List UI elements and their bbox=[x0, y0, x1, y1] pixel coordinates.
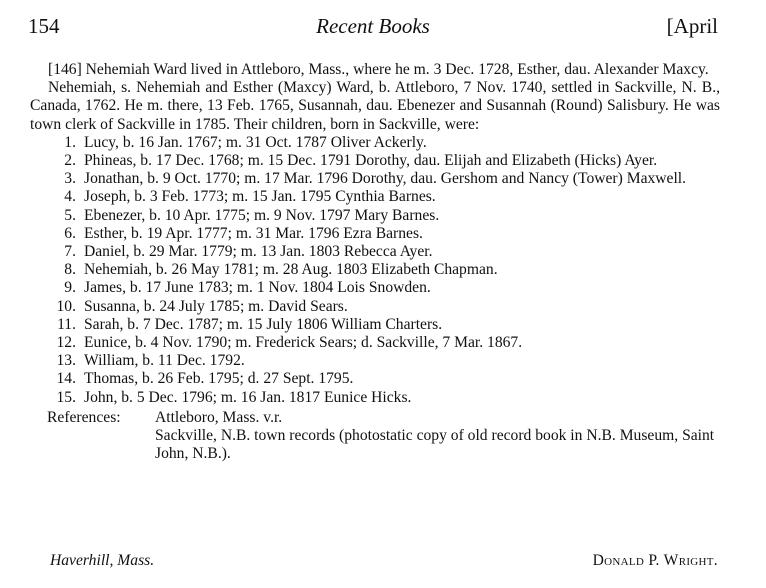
list-text: Joseph, b. 3 Feb. 1773; m. 15 Jan. 1795 Cynthia Barnes. bbox=[84, 188, 436, 206]
list-number: 10. bbox=[56, 297, 76, 315]
page-header bbox=[28, 14, 718, 48]
reference-row bbox=[30, 427, 720, 463]
list-item bbox=[30, 279, 720, 297]
list-item bbox=[30, 261, 720, 279]
list-item bbox=[30, 134, 720, 152]
reference-item: Sackville, N.B. town records (photostatic copy of old record book in N.B. Museum, Saint John, N.B.). bbox=[155, 427, 715, 463]
list-text: Thomas, b. 26 Feb. 1795; d. 27 Sept. 1795. bbox=[84, 370, 354, 388]
list-text: Jonathan, b. 9 Oct. 1770; m. 17 Mar. 1796 Dorothy, dau. Gershom and Nancy (Tower) Maxwell. bbox=[84, 170, 687, 188]
list-item bbox=[30, 370, 720, 388]
list-text: Ebenezer, b. 10 Apr. 1775; m. 9 Nov. 1797 Mary Barnes. bbox=[84, 206, 440, 224]
list-text: John, b. 5 Dec. 1796; m. 16 Jan. 1817 Eunice Hicks. bbox=[84, 388, 412, 406]
list-text: Esther, b. 19 Apr. 1777; m. 31 Mar. 1796 Ezra Barnes. bbox=[84, 224, 423, 242]
list-text: Nehemiah, b. 26 May 1781; m. 28 Aug. 1803 Elizabeth Chapman. bbox=[84, 261, 498, 279]
list-text: James, b. 17 June 1783; m. 1 Nov. 1804 Lois Snowden. bbox=[84, 279, 431, 297]
paragraph: Nehemiah, s. Nehemiah and Esther (Maxcy) Ward, b. Attleboro, 7 Nov. 1740, settled in Sackville, N. B., Canada, 1762. He m. there, 13 Feb. 1765, Susannah, dau. Ebenezer and Susannah (Round) Salisbury. He was town clerk of Sackville in 1785. Their children, born in Sackville, were: bbox=[30, 79, 720, 133]
list-text: Daniel, b. 29 Mar. 1779; m. 13 Jan. 1803 Rebecca Ayer. bbox=[84, 243, 433, 261]
references-label: References: bbox=[47, 408, 121, 426]
list-text: Susanna, b. 24 July 1785; m. David Sears. bbox=[84, 297, 348, 315]
reference-item: Attleboro, Mass. v.r. bbox=[155, 408, 283, 426]
list-number: 15. bbox=[56, 388, 76, 406]
running-title: Recent Books bbox=[316, 14, 430, 38]
list-item bbox=[30, 243, 720, 261]
reference-row bbox=[30, 409, 720, 427]
article-body bbox=[30, 61, 720, 463]
references bbox=[30, 409, 720, 464]
list-item bbox=[30, 188, 720, 206]
list-text: Sarah, b. 7 Dec. 1787; m. 15 July 1806 William Charters. bbox=[84, 315, 443, 333]
list-text: Eunice, b. 4 Nov. 1790; m. Frederick Sears; d. Sackville, 7 Mar. 1867. bbox=[84, 334, 523, 352]
list-number: 8. bbox=[64, 261, 76, 279]
list-item bbox=[30, 316, 720, 334]
list-item bbox=[30, 152, 720, 170]
list-number: 6. bbox=[64, 224, 76, 242]
list-item bbox=[30, 225, 720, 243]
list-text: William, b. 11 Dec. 1792. bbox=[84, 352, 245, 370]
list-item bbox=[30, 170, 720, 188]
children-list bbox=[30, 134, 720, 407]
list-number: 4. bbox=[64, 188, 76, 206]
issue-month: [April bbox=[666, 14, 718, 38]
list-item bbox=[30, 389, 720, 407]
signature-place: Haverhill, Mass. bbox=[50, 552, 155, 569]
list-number: 14. bbox=[56, 370, 76, 388]
list-item bbox=[30, 352, 720, 370]
list-number: 1. bbox=[64, 133, 76, 151]
list-number: 9. bbox=[64, 279, 76, 297]
signature-author: Donald P. Wright. bbox=[592, 552, 718, 569]
list-number: 3. bbox=[64, 170, 76, 188]
list-number: 12. bbox=[56, 334, 76, 352]
page-number: 154 bbox=[28, 14, 60, 38]
list-item bbox=[30, 298, 720, 316]
list-number: 7. bbox=[64, 243, 76, 261]
list-number: 5. bbox=[64, 206, 76, 224]
list-item bbox=[30, 207, 720, 225]
list-text: Lucy, b. 16 Jan. 1767; m. 31 Oct. 1787 Oliver Ackerly. bbox=[84, 133, 427, 151]
list-number: 13. bbox=[56, 352, 76, 370]
list-item bbox=[30, 334, 720, 352]
paragraph: [146] Nehemiah Ward lived in Attleboro, Mass., where he m. 3 Dec. 1728, Esther, dau. Alexander Maxcy. bbox=[48, 61, 709, 78]
list-number: 2. bbox=[64, 152, 76, 170]
list-text: Phineas, b. 17 Dec. 1768; m. 15 Dec. 1791 Dorothy, dau. Elijah and Elizabeth (Hicks) Ayer. bbox=[84, 152, 658, 170]
list-number: 11. bbox=[57, 315, 76, 333]
